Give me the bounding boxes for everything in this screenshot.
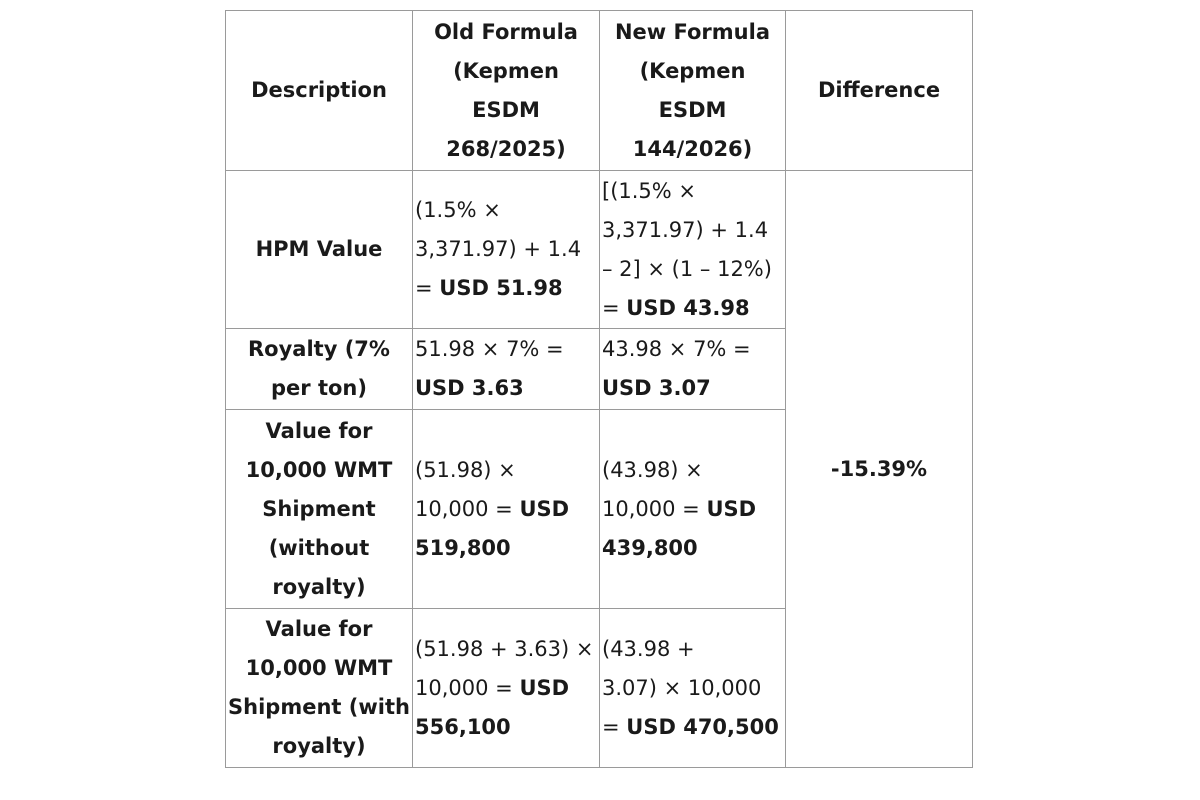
- header-description: Description: [226, 11, 413, 171]
- row-description: HPM Value: [226, 171, 413, 329]
- new-result: 439,800: [602, 535, 698, 560]
- row-description: Value for 10,000 WMT Shipment (without royalty): [226, 410, 413, 609]
- comparison-table: [225, 10, 973, 768]
- old-result: 556,100: [415, 714, 511, 739]
- header-old-formula: Old Formula (Kepmen ESDM 268/2025): [413, 11, 600, 171]
- old-result: USD 3.63: [415, 376, 524, 400]
- new-formula-cell: [(1.5% × 3,371.97) + 1.4 – 2] × (1 – 12%) = USD 43.98: [600, 171, 786, 329]
- difference-value: -15.39%: [830, 456, 928, 481]
- new-formula-cell: 43.98 × 7% = USD 3.07: [600, 329, 786, 410]
- new-result: USD 3.07: [602, 376, 711, 400]
- old-formula-cell: 51.98 × 7% = USD 3.63: [413, 329, 600, 410]
- old-formula-cell: (1.5% × 3,371.97) + 1.4 = USD 51.98: [413, 171, 600, 329]
- row-description: Royalty (7% per ton): [226, 329, 413, 410]
- new-result: USD 470,500: [626, 714, 779, 739]
- old-result: 519,800: [415, 535, 511, 560]
- table-row-hpm-value: [226, 171, 973, 329]
- new-formula-cell: (43.98) × 10,000 = USD 439,800: [600, 410, 786, 609]
- header-difference: Difference: [786, 11, 973, 171]
- header-new-formula: New Formula (Kepmen ESDM 144/2026): [600, 11, 786, 171]
- difference-cell: [786, 171, 973, 768]
- new-result: USD 43.98: [626, 295, 750, 320]
- row-description: Value for 10,000 WMT Shipment (with royalty): [226, 609, 413, 768]
- new-formula-cell: (43.98 + 3.07) × 10,000 = USD 470,500: [600, 609, 786, 768]
- header-row: [226, 11, 973, 171]
- old-result: USD 51.98: [439, 276, 563, 300]
- old-formula-cell: (51.98) × 10,000 = USD 519,800: [413, 410, 600, 609]
- old-formula-cell: (51.98 + 3.63) × 10,000 = USD 556,100: [413, 609, 600, 768]
